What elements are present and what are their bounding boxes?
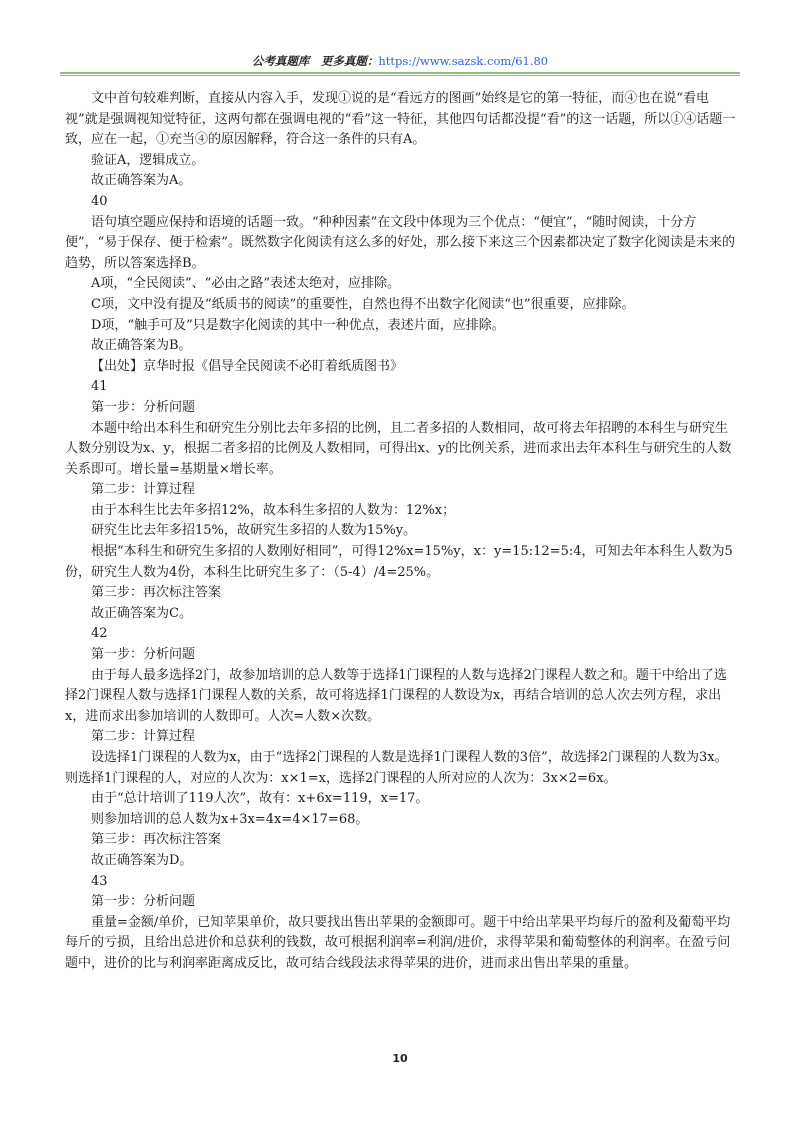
- header-rule-thin: [60, 75, 740, 76]
- paragraph: 故正确答案为C。: [91, 605, 192, 621]
- question-number: 43: [91, 873, 108, 889]
- paragraph: 文中首句较难判断，直接从内容入手，发现①说的是“看远方的图画”始终是它的第一特征，而④也在说“看电视”就是强调视知觉特征，这两句都在强调电视的“看”这一特征，其他四句话都没提“看”的这一话题，所以①④话题一致，应在一起，①充当④的原因解释，符合这一条件的只有A。: [65, 91, 736, 148]
- paragraph: 本题中给出本科生和研究生分别比去年多招的比例，且二者多招的人数相同，故可将去年招聘的本科生与研究生人数分别设为x、y，根据二者多招的比例及人数相同，可得出x、y的比例关系，进而求出去年本科生与研究生的人数关系即可。增长量=基期量×增长率。: [65, 420, 732, 477]
- header-link[interactable]: https://www.sazsk.com/61.80: [378, 54, 549, 68]
- paragraph: 设选择1门课程的人数为x，由于“选择2门课程的人数是选择1门课程人数的3倍”，故选择2门课程的人数为3x。则选择1门课程的人，对应的人次为：x×1=x，选择2门课程的人所对应的人次为：3x×2=6x。: [65, 750, 728, 786]
- page-number: 10: [392, 1052, 408, 1065]
- question-number: 40: [91, 193, 108, 209]
- paragraph: 则参加培训的总人数为x+3x=4x=4×17=68。: [91, 811, 369, 827]
- paragraph: 验证A，逻辑成立。: [91, 152, 205, 168]
- paragraph: 根据“本科生和研究生多招的人数刚好相同”，可得12%x=15%y，x：y=15:12=5:4，可知去年本科生人数为5份，研究生人数为4份，本科生比研究生多了：（5-4）/4=25%。: [65, 544, 733, 580]
- page-header: [0, 53, 800, 69]
- paragraph: 重量=金额/单价，已知苹果单价，故只要找出售出苹果的金额即可。题干中给出苹果平均每斤的盈利及葡萄平均每斤的亏损，且给出总进价和总获利的钱数，故可根据利润率=利润/进价，求得苹果和葡萄整体的利润率。在盈亏问题中，进价的比与利润率距离成反比，故可结合线段法求得苹果的进价，进而求出售出苹果的重量。: [65, 914, 731, 971]
- paragraph: 故正确答案为A。: [91, 173, 192, 189]
- paragraph: 故正确答案为D。: [91, 852, 193, 868]
- document-body: [65, 89, 739, 975]
- paragraph: A项，“全民阅读”、“必由之路”表述太绝对，应排除。: [91, 276, 400, 292]
- question-number: 41: [91, 379, 108, 395]
- paragraph: 语句填空题应保持和语境的话题一致。“种种因素”在文段中体现为三个优点：“便宜”，“随时阅读，十分方便”，“易于保存、便于检索”。既然数字化阅读有这么多的好处，那么接下来这三个因素都决定了数字化阅读是未来的趋势，所以答案选择B。: [65, 214, 735, 271]
- paragraph: 故正确答案为B。: [91, 338, 192, 354]
- paragraph: 由于“总计培训了119人次”，故有：x+6x=119，x=17。: [91, 791, 429, 807]
- step-heading: 第一步：分析问题: [91, 894, 196, 910]
- step-heading: 第三步：再次标注答案: [91, 585, 222, 601]
- paragraph: 由于每人最多选择2门，故参加培训的总人数等于选择1门课程的人数与选择2门课程人数之和。题干中给出了选择2门课程人数与选择1门课程人数的关系，故可将选择1门课程的人数设为x，再结合培训的总人次去列方程，求出x，进而求出参加培训的人数即可。人次=人数×次数。: [65, 667, 727, 724]
- paragraph: C项，文中没有提及“纸质书的阅读”的重要性，自然也得不出数字化阅读“也”很重要，应排除。: [91, 296, 635, 312]
- paragraph: 由于本科生比去年多招12%，故本科生多招的人数为：12%x；: [91, 502, 456, 518]
- step-heading: 第三步：再次标注答案: [91, 832, 222, 848]
- header-rule: [60, 72, 740, 74]
- question-number: 42: [91, 626, 108, 642]
- step-heading: 第二步：计算过程: [91, 729, 196, 745]
- step-heading: 第二步：计算过程: [91, 482, 196, 498]
- step-heading: 第一步：分析问题: [91, 399, 196, 415]
- step-heading: 第一步：分析问题: [91, 647, 196, 663]
- paragraph: 研究生比去年多招15%，故研究生多招的人数为15%y。: [91, 523, 417, 539]
- paragraph: D项，“触手可及”只是数字化阅读的其中一种优点，表述片面，应排除。: [91, 317, 505, 333]
- source-citation: 【出处】京华时报《倡导全民阅读不必盯着纸质图书》: [91, 358, 404, 374]
- header-label: 公考真题库 更多真题：: [251, 54, 379, 68]
